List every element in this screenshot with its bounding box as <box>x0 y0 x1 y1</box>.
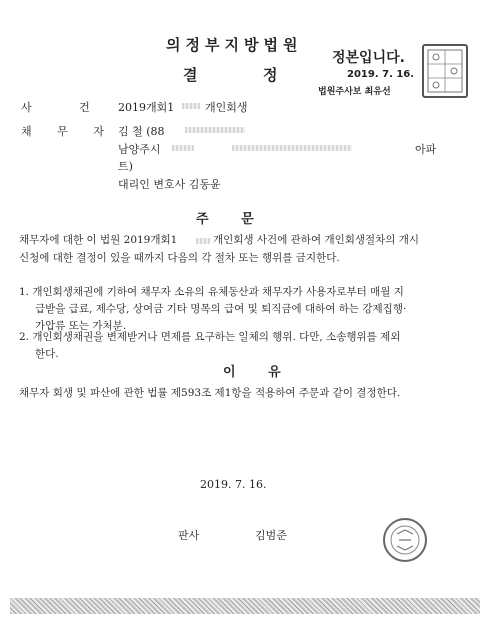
certifying-officer: 법원주사보 최유선 <box>318 87 391 97</box>
court-seal-icon <box>422 44 468 98</box>
order-item-2-line-1: 2. 개인회생채권을 변제받거나 면제를 요구하는 일체의 행위. 다만, 소송행위를 제외 <box>19 331 401 343</box>
judge-seal-icon <box>383 518 427 562</box>
decision-date: 2019. 7. 16. <box>200 478 267 491</box>
order-item-2-line-2: 한다. <box>35 348 59 360</box>
order-heading: 주 문 <box>196 212 268 227</box>
redaction-mark <box>196 238 210 244</box>
debtor-name: 김 철 (88 <box>118 125 165 138</box>
court-name: 의정부지방법원 <box>166 36 303 54</box>
redaction-mark <box>172 145 194 151</box>
order-item-1-line-1: 1. 개인회생채권에 기하여 채무자 소유의 유체동산과 채무자가 사용자로부터 매월 지 <box>19 286 404 298</box>
order-intro-line-2: 신청에 대한 결정이 있을 때까지 다음의 각 절차 또는 행위를 금지한다. <box>19 252 340 264</box>
document-title-left: 결 <box>183 66 198 84</box>
certified-date: 2019. 7. 16. <box>347 69 415 80</box>
order-intro-part-b: 개인회생 사건에 관하여 개인회생절차의 개시 <box>213 234 420 246</box>
debtor-address-end: 아파 <box>415 143 437 156</box>
order-intro-part-a: 채무자에 대한 이 법원 2019개회1 <box>19 234 178 246</box>
debtor-agent: 대리인 변호사 김동윤 <box>118 178 221 191</box>
judge-label: 판사 <box>178 529 200 542</box>
debtor-address-line-1: 남양주시 <box>118 143 161 156</box>
redaction-mark <box>185 127 245 133</box>
order-item-1-line-2: 급받을 급료, 제수당, 상여금 기타 명목의 급여 및 퇴직금에 대하여 하는 강제집행· <box>35 303 407 315</box>
redaction-mark <box>182 103 200 109</box>
reason-text: 채무자 회생 및 파산에 관한 법률 제593조 제1항을 적용하여 주문과 같이 결정한다. <box>19 387 401 399</box>
case-type: 개인회생 <box>205 101 248 114</box>
redaction-mark <box>232 145 352 151</box>
order-item-1-line-3: 가압류 또는 가처분. <box>35 320 127 332</box>
security-pattern-band <box>10 598 480 614</box>
debtor-label: 채 무 자 <box>21 125 115 138</box>
reason-heading: 이 유 <box>223 365 295 380</box>
certified-copy-stamp: 정본입니다. <box>332 50 405 66</box>
debtor-address-line-2: 트) <box>118 160 133 173</box>
case-label: 사 건 <box>21 101 112 114</box>
case-number: 2019개회1 <box>118 101 175 114</box>
judge-name: 김범준 <box>255 529 287 542</box>
document-title-right: 정 <box>263 66 278 84</box>
